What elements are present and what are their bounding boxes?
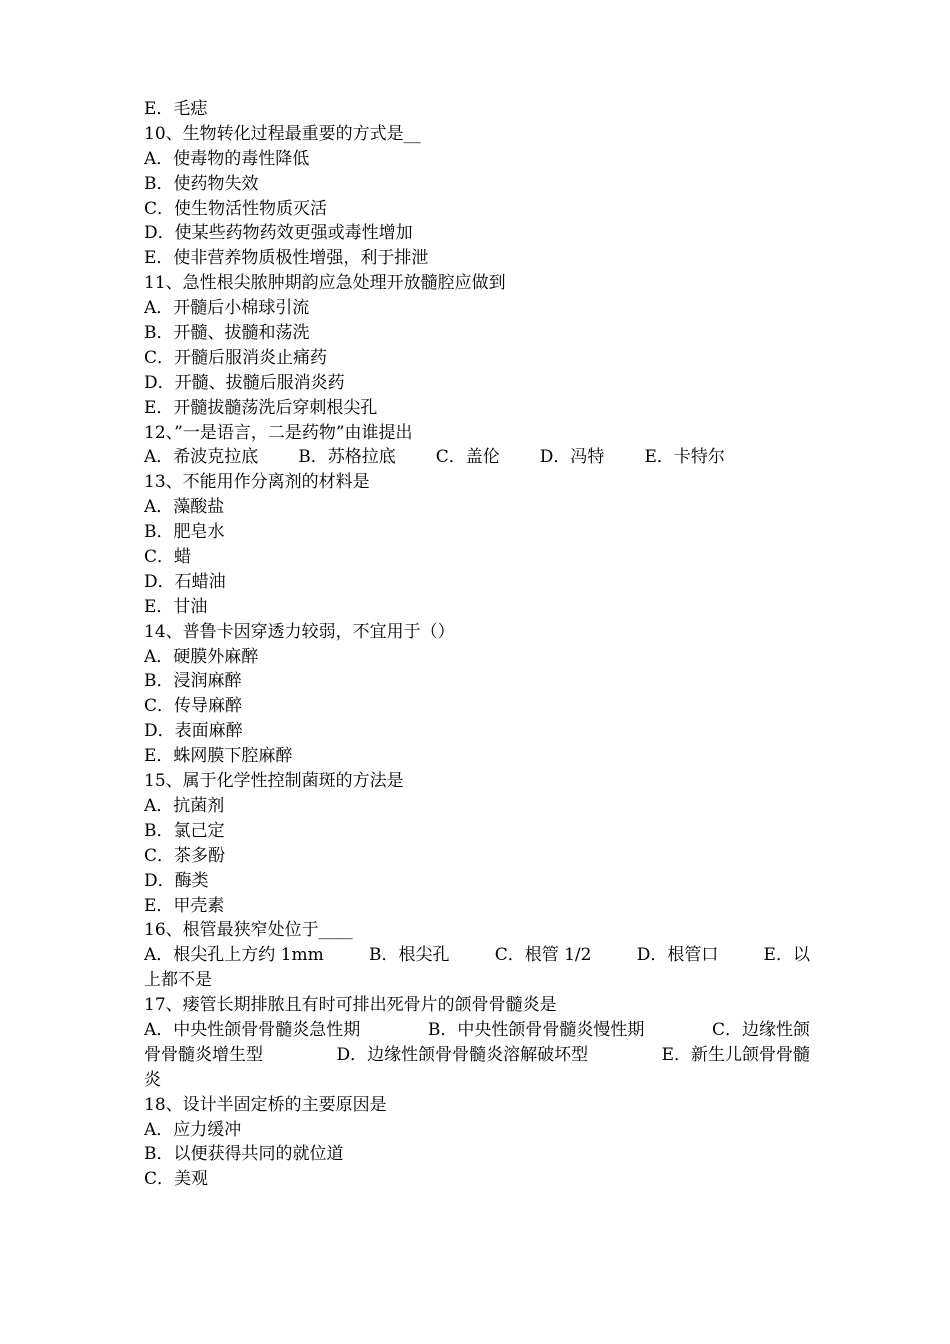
question-title: 13、不能用作分离剂的材料是	[144, 472, 370, 493]
option-line: A．应力缓冲	[144, 1119, 242, 1140]
option-b: B．苏格拉底	[298, 447, 396, 468]
option-line: C．茶多酚	[144, 845, 226, 866]
option-a: A．希波克拉底	[144, 447, 259, 468]
question-title: 16、根管最狭窄处位于____	[144, 920, 353, 941]
option-line: E．蛛网膜下腔麻醉	[144, 746, 293, 767]
inline-options-q16	[144, 943, 810, 968]
question-title: 15、属于化学性控制菌斑的方法是	[144, 771, 404, 792]
option-d: D．根管口	[636, 945, 719, 966]
option-b: B．中央性颌骨骨髓炎慢性期	[427, 1019, 645, 1040]
option-line: D．石蜡油	[144, 571, 226, 592]
question-title: 11、急性根尖脓肿期韵应急处理开放髓腔应做到	[144, 273, 506, 294]
option-line: C．美观	[144, 1169, 209, 1190]
option-line: C．开髓后服消炎止痛药	[144, 347, 328, 368]
option-line: A．开髓后小棉球引流	[144, 298, 310, 319]
option-line: C．使生物活性物质灭活	[144, 198, 328, 219]
option-line: E．使非营养物质极性增强，利于排泄	[144, 248, 429, 269]
option-line: D．开髓、拔髓后服消炎药	[144, 372, 345, 393]
option-c: C．边缘性颌	[711, 1019, 810, 1040]
option-line: E．甲壳素	[144, 895, 225, 916]
option-a: A．中央性颌骨骨髓炎急性期	[144, 1019, 361, 1040]
option-d: D．冯特	[539, 447, 605, 468]
inline-options-q12	[144, 445, 810, 470]
option-e: E．以	[763, 945, 810, 966]
option-b: B．根尖孔	[368, 945, 450, 966]
question-title: 10、生物转化过程最重要的方式是__	[144, 123, 421, 144]
question-title: 18、设计半固定桥的主要原因是	[144, 1094, 387, 1115]
option-line: D．表面麻醉	[144, 721, 243, 742]
option-e: E．卡特尔	[644, 447, 725, 468]
option-line: A．抗菌剂	[144, 795, 225, 816]
option-d: D．边缘性颌骨骨髓炎溶解破坏型	[336, 1044, 589, 1065]
option-line: B．使药物失效	[144, 173, 259, 194]
option-line: D．酶类	[144, 870, 209, 891]
option-c: C．根管 1/2	[494, 945, 592, 966]
document-body	[144, 97, 810, 1192]
option-c: C．盖伦	[435, 447, 500, 468]
option-line: B．浸润麻醉	[144, 671, 242, 692]
option-line: A．使毒物的毒性降低	[144, 148, 310, 169]
option-line: E．甘油	[144, 596, 208, 617]
inline-options-q17-line1	[144, 1018, 810, 1043]
option-continuation: 上都不是	[144, 970, 212, 991]
option-line: A．硬膜外麻醉	[144, 646, 259, 667]
option-line: B．氯己定	[144, 820, 225, 841]
question-title: 12、”一是语言，二是药物”由谁提出	[144, 422, 413, 443]
inline-options-q17-line2	[144, 1043, 810, 1068]
option-continuation: 炎	[144, 1069, 161, 1090]
option-line: C．蜡	[144, 547, 192, 568]
option-line: E．开髓拔髓荡洗后穿刺根尖孔	[144, 397, 378, 418]
text-line: E．毛痣	[144, 99, 208, 119]
option-line: B．以便获得共同的就位道	[144, 1144, 344, 1165]
option-line: A．藻酸盐	[144, 497, 225, 518]
option-line: C．传导麻醉	[144, 696, 243, 717]
question-title: 17、瘘管长期排脓且有时可排出死骨片的颌骨骨髓炎是	[144, 995, 557, 1016]
option-e: E．新生儿颌骨骨髓	[661, 1044, 810, 1065]
option-line: D．使某些药物药效更强或毒性增加	[144, 223, 413, 244]
option-a: A．根尖孔上方约 1mm	[144, 945, 324, 966]
option-line: B．肥皂水	[144, 522, 225, 543]
option-continuation: 骨骨髓炎增生型	[144, 1044, 263, 1065]
question-title: 14、普鲁卡因穿透力较弱，不宜用于（）	[144, 621, 455, 642]
option-line: B．开髓、拔髓和荡洗	[144, 323, 310, 344]
